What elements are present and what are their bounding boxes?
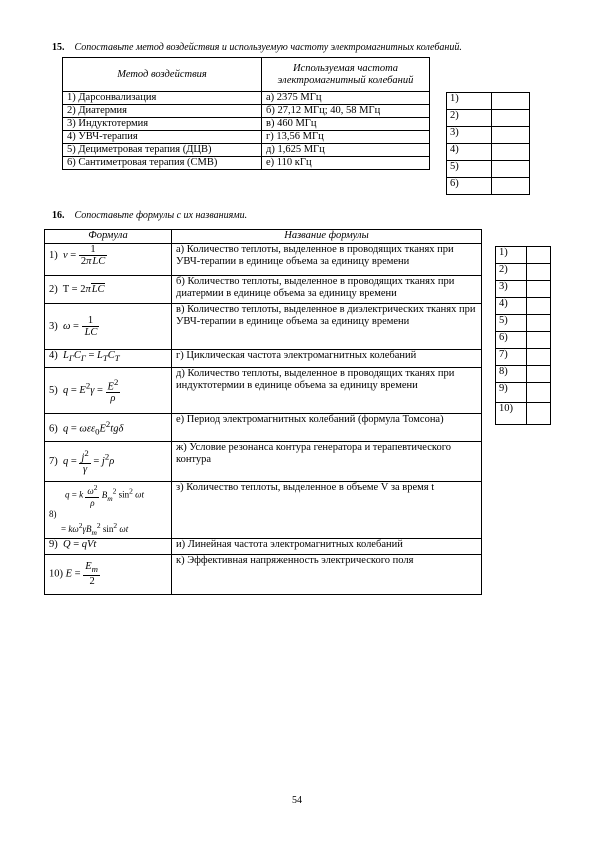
formula-6: 6) $q = \omega\varepsilon\varepsilon_0E^2tg\delta$ [45, 414, 172, 442]
answer-cell[interactable] [527, 315, 551, 332]
answer-cell[interactable] [492, 161, 530, 178]
table-row: 2) Диатермия б) 27,12 МГц; 40, 58 МГц [63, 105, 430, 118]
table-row: 6) $q = \omega\varepsilon\varepsilon_0E^2tg\delta$ е) Период электромагнитных колебаний (формула Томсона) [45, 414, 482, 442]
q15-title: 15. Сопоставьте метод воздействия и используемую частоту электромагнитных колебаний. [52, 42, 462, 53]
answer-cell[interactable] [492, 178, 530, 195]
answer-cell[interactable] [492, 93, 530, 110]
table-row: 1) ν = $\frac{1}{\text{2πLC}}$ а) Количество теплоты, выделенное в проводящих тканях при УВЧ-терапии в единице объема за единицу времени [45, 244, 482, 276]
answer-cell[interactable] [527, 366, 551, 383]
formula-4: 4) $L_ГC_Г = L_ТC_Т$ [45, 350, 172, 368]
formula-7: 7) q = $\frac{j^2}{\gamma}$ = $j^2\rho$ [45, 442, 172, 482]
table-row: 4) УВЧ-терапия г) 13,56 МГц [63, 131, 430, 144]
q16-answer-grid: 1) 2) 3) 4) 5) 6) 7) 8) 9) 10) [495, 246, 551, 425]
q15-col1-header: Метод воздействия [63, 58, 262, 92]
table-row: 5) $q = E^2\gamma$ = $\frac{E^2}{\rho}$ д) Количество теплоты, выделенное в проводящих тканях при индуктотермии в единице объема за единицу времени [45, 368, 482, 414]
answer-cell[interactable] [527, 298, 551, 315]
q16-title: 16. Сопоставьте формулы с их названиями. [52, 210, 248, 221]
table-row: 4) $L_ГC_Г = L_ТC_Т$ г) Циклическая частота электромагнитных колебаний [45, 350, 482, 368]
formula-9: 9) Q = qVt [45, 538, 172, 554]
answer-cell[interactable] [527, 349, 551, 366]
table-row: 3) ω = $\frac{1}{LC}$ в) Количество теплоты, выделенное в диэлектрических тканях при УВЧ-терапии в единице объема за единицу времени [45, 304, 482, 350]
table-row: 10) E = $\frac{E_m}{2}$ к) Эффективная напряженность электрического поля [45, 554, 482, 594]
table-row: 6) Сантиметровая терапия (СМВ) е) 110 кГц [63, 157, 430, 170]
formula-10: 10) E = $\frac{E_m}{2}$ [45, 554, 172, 594]
formula-2: 2) T = 2πLC [45, 276, 172, 304]
formula-3: 3) ω = $\frac{1}{LC}$ [45, 304, 172, 350]
q15-col2-header: Используемая частота электромагнитный колебаний [262, 58, 430, 92]
answer-cell[interactable] [492, 110, 530, 127]
answer-cell[interactable] [527, 332, 551, 349]
answer-cell[interactable] [492, 144, 530, 161]
table-row: 9) Q = qVt и) Линейная частота электромагнитных колебаний [45, 538, 482, 554]
q16-table [44, 229, 482, 595]
q15-table [62, 57, 430, 170]
answer-cell[interactable] [527, 281, 551, 298]
q15-answer-grid: 1) 2) 3) 4) 5) 6) [446, 92, 530, 195]
table-row: 7) q = $\frac{j^2}{\gamma}$ = $j^2\rho$ ж) Условие резонанса контура генератора и терапевтического контура [45, 442, 482, 482]
formula-8: q = k $\frac{\omega^2}{\rho}$ $B_m^2$ $\sin^2 \omega t$ 8) = $k\omega^2\gamma B_m^2$ $\sin^2 \omega t$ [45, 482, 172, 539]
page-number: 54 [292, 795, 302, 806]
answer-cell[interactable] [527, 403, 551, 425]
answer-cell[interactable] [527, 383, 551, 403]
formula-1: 1) ν = $\frac{1}{\text{2πLC}}$ [45, 244, 172, 276]
answer-cell[interactable] [527, 247, 551, 264]
table-row: q = k $\frac{\omega^2}{\rho}$ $B_m^2$ $\sin^2 \omega t$ 8) = $k\omega^2\gamma B_m^2$ $\sin^2 \omega t$ з) Количество теплоты, выделенное в объеме V за время t [45, 482, 482, 539]
table-row: 3) Индуктотермия в) 460 МГц [63, 118, 430, 131]
q16-col2-header: Название формулы [172, 230, 482, 244]
q16-col1-header: Формула [45, 230, 172, 244]
answer-cell[interactable] [527, 264, 551, 281]
table-row: 5) Дециметровая терапия (ДЦВ) д) 1,625 МГц [63, 144, 430, 157]
formula-5: 5) $q = E^2\gamma$ = $\frac{E^2}{\rho}$ [45, 368, 172, 414]
table-row: 1) Дарсонвализация а) 2375 МГц [63, 92, 430, 105]
table-row: 2) T = 2πLC б) Количество теплоты, выделенное в проводящих тканях при диатермии в единице объема за единицу времени [45, 276, 482, 304]
answer-cell[interactable] [492, 127, 530, 144]
